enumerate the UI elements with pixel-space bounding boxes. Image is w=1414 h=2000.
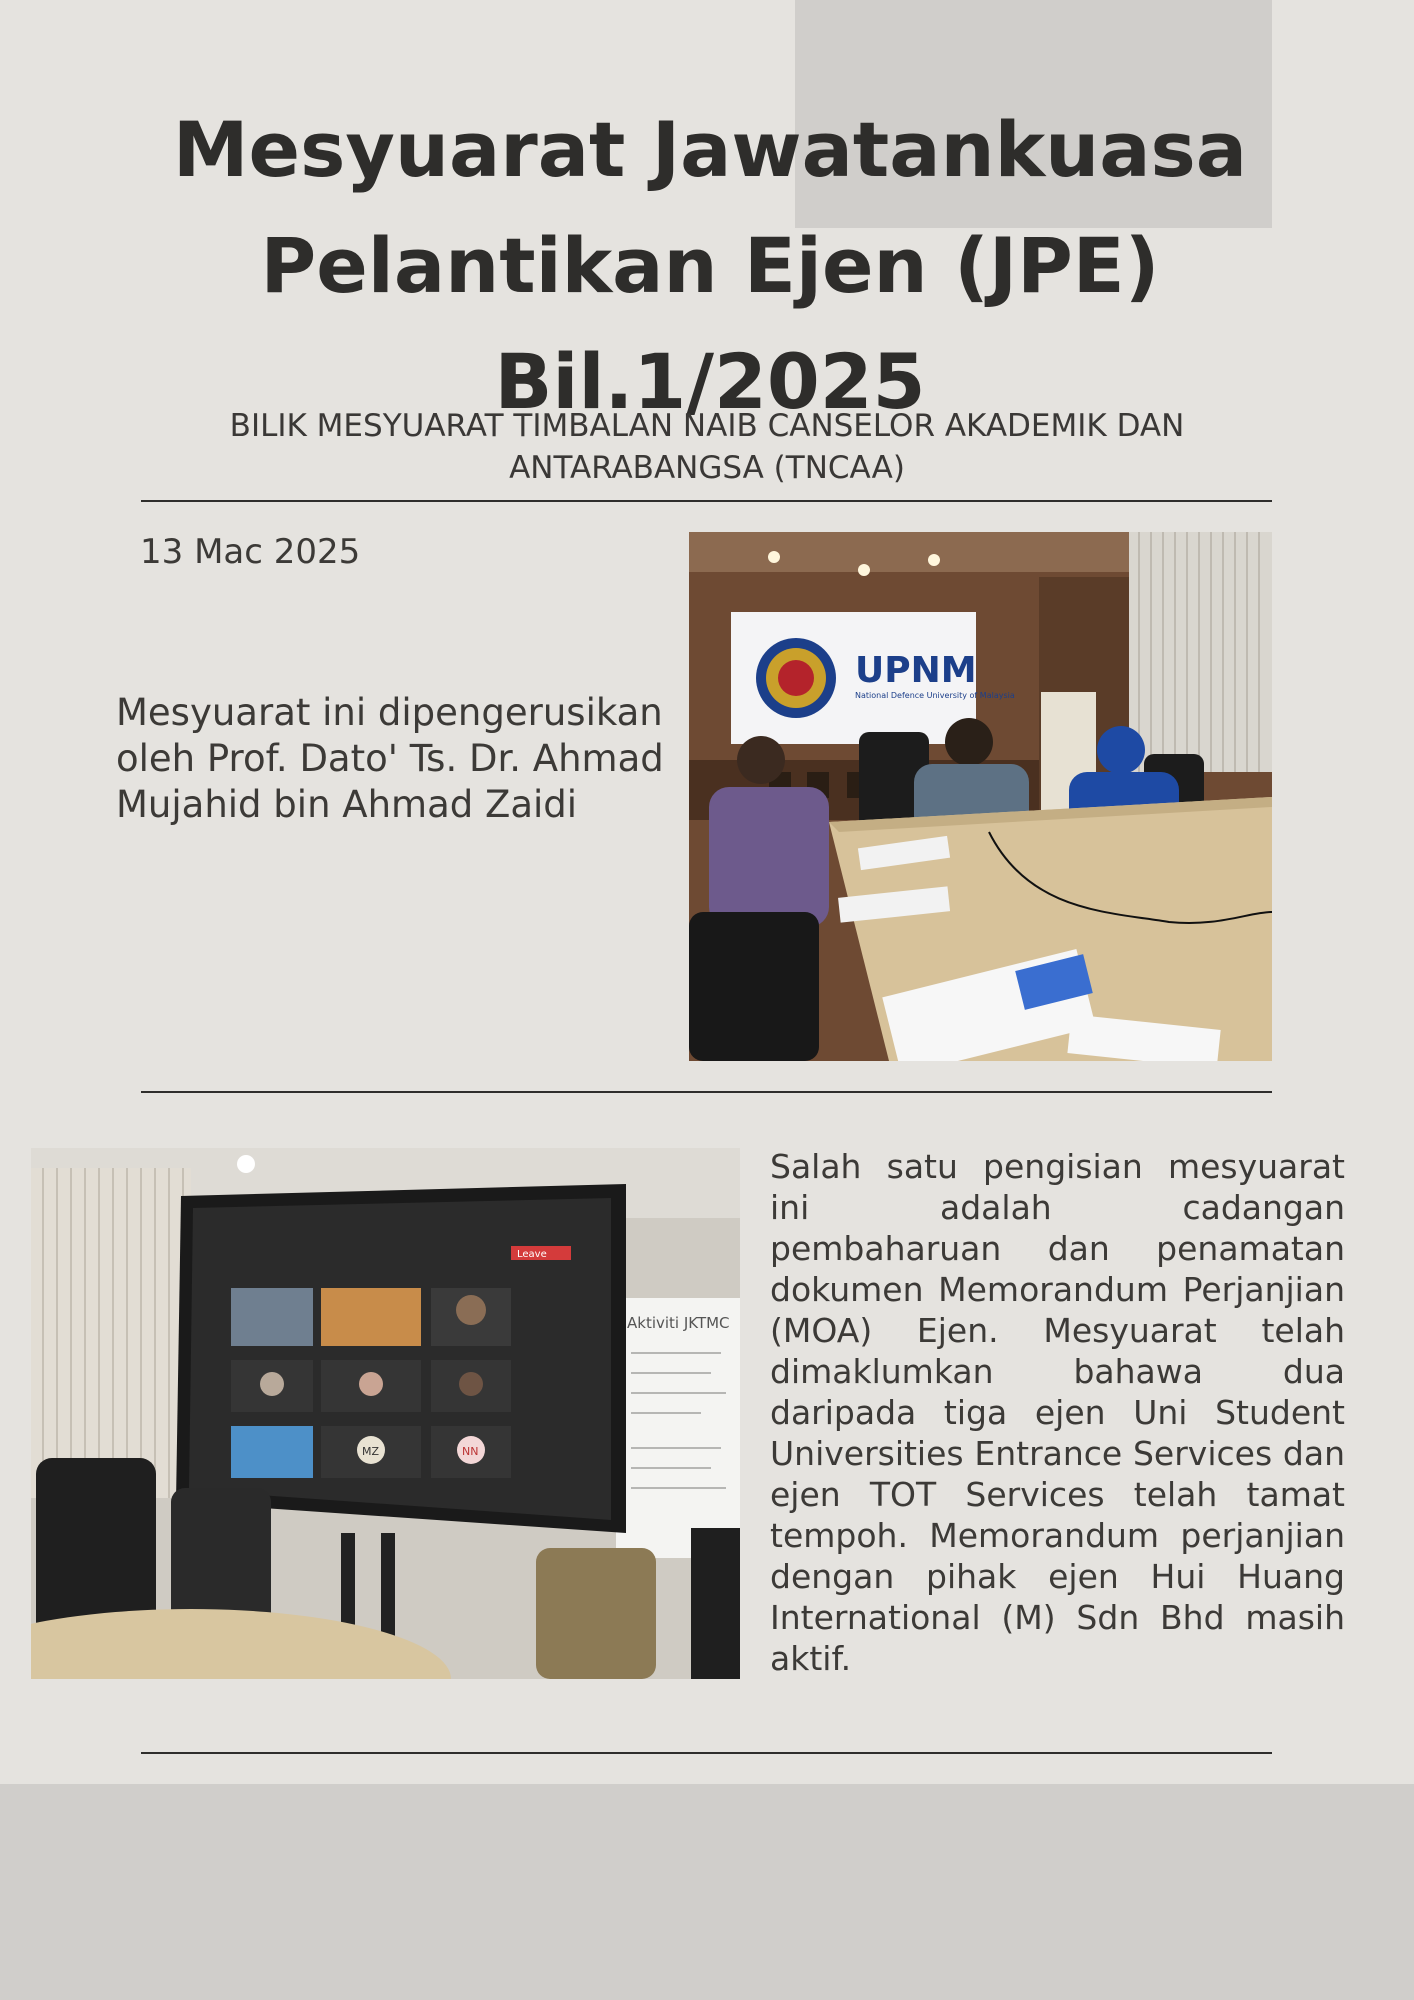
divider: [141, 500, 1272, 502]
meeting-venue: BILIK MESYUARAT TIMBALAN NAIB CANSELOR AKADEMIK DAN ANTARABANGSA (TNCAA): [229, 408, 1185, 486]
meeting-summary-paragraph: Salah satu pengisian mesyuarat ini adalah cadangan pembaharuan dan penamatan dokumen Memorandum Perjanjian (MOA) Ejen. Mesyuarat telah dimaklumkan bahawa dua daripada tiga ejen Uni Student Universities Entrance Services dan ejen TOT Services telah tamat tempoh. Memorandum perjanjian dengan pihak ejen Hui Huang International (M) Sdn Bhd masih aktif.: [770, 1147, 1345, 1678]
chairperson-paragraph: Mesyuarat ini dipengerusikan oleh Prof. Dato' Ts. Dr. Ahmad Mujahid bin Ahmad Zaidi: [116, 691, 664, 826]
footer-band: [0, 1784, 1414, 2000]
banner-logo-text: UPNM: [855, 650, 977, 691]
banner-sub-text: National Defence University of Malaysia: [855, 691, 1015, 700]
avatar-initials-nn: NN: [462, 1445, 479, 1458]
video-conference-photo: [31, 1148, 740, 1679]
page-title: Mesyuarat Jawatankuasa Pelantikan Ejen (JPE) Bil.1/2025: [172, 105, 1248, 426]
whiteboard-heading: Aktiviti JKTMC: [627, 1314, 730, 1332]
divider: [141, 1752, 1272, 1754]
meeting-date: 13 Mac 2025: [140, 532, 361, 572]
avatar-initials-mz: MZ: [362, 1445, 380, 1458]
meeting-room-photo: [689, 532, 1272, 1061]
divider: [141, 1091, 1272, 1093]
leave-button-label: Leave: [517, 1249, 547, 1260]
